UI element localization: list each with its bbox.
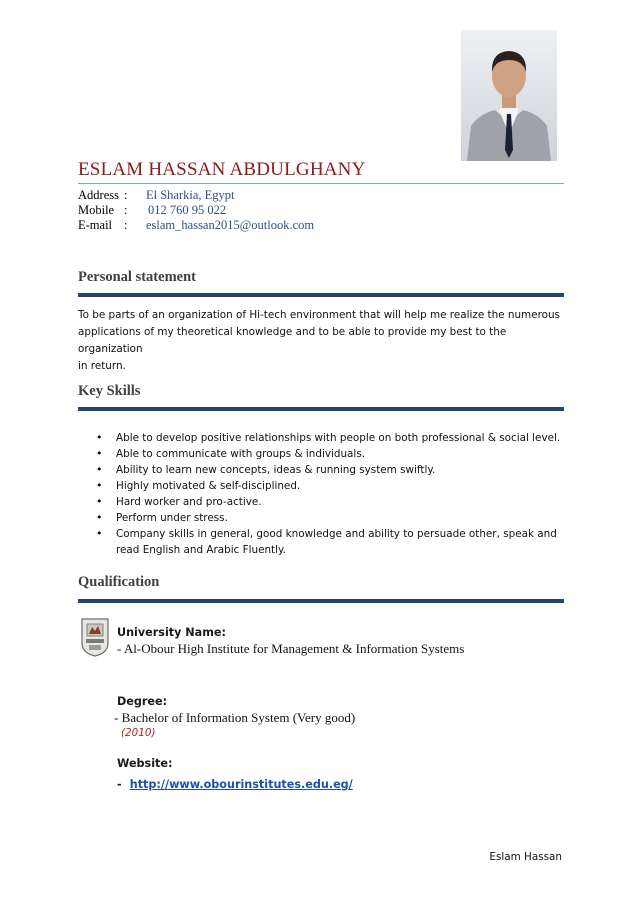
university-value: - Al-Obour High Institute for Management & Information Systems [117, 641, 465, 656]
key-skills-list [90, 430, 568, 558]
skill-item: • Highly motivated & self-disciplined. [90, 478, 568, 494]
mobile-value: 012 760 95 022 [148, 203, 227, 217]
university-label: University Name: [117, 626, 226, 639]
personal-statement-text [78, 307, 568, 375]
name-divider [78, 183, 564, 184]
email-value[interactable]: eslam_hassan2015@outlook.com [146, 218, 315, 232]
profile-photo-image [461, 30, 557, 161]
email-label: E-mail [78, 218, 113, 232]
qualification-bar [78, 599, 564, 603]
skill-item: • Company skills in general, good knowledge and ability to persuade other, speak and read English and Arabic Fluently. [90, 526, 568, 558]
mobile-colon: : [124, 203, 128, 217]
qualification-title: Qualification [78, 574, 160, 590]
skill-item: • Able to communicate with groups & individuals. [90, 446, 568, 462]
personal-statement-title: Personal statement [78, 269, 196, 285]
degree-value: - Bachelor of Information System (Very good) [114, 710, 356, 725]
profile-photo [461, 30, 557, 161]
personal-statement-bar [78, 293, 564, 297]
mobile-row [78, 203, 378, 219]
address-label: Address [78, 188, 119, 202]
key-skills-bar [78, 407, 564, 411]
skill-item: • Ability to learn new concepts, ideas & running system swiftly. [90, 462, 568, 478]
address-value: El Sharkia, Egypt [146, 188, 235, 202]
degree-year: (2010) [121, 727, 156, 739]
skill-item: • Hard worker and pro-active. [90, 494, 568, 510]
website-dash: - [117, 778, 122, 791]
website-row [117, 773, 353, 792]
statement-line: applications of my theoretical knowledge and to be able to provide my best to the organization [78, 326, 507, 355]
address-colon: : [124, 188, 128, 202]
statement-line: To be parts of an organization of Hi-tech environment that will help me realize the numerous [78, 309, 560, 321]
website-link[interactable]: http://www.obourinstitutes.edu.eg/ [129, 778, 353, 791]
email-colon: : [124, 218, 128, 232]
degree-label: Degree: [117, 695, 168, 708]
statement-line: in return. [78, 360, 126, 372]
website-label: Website: [117, 757, 173, 770]
skill-item: • Able to develop positive relationships with people on both professional & social level. [90, 430, 568, 446]
skill-item: • Perform under stress. [90, 510, 568, 526]
email-row [78, 218, 398, 234]
university-logo [80, 617, 110, 657]
university-logo-emblem [80, 617, 110, 657]
address-row [78, 188, 378, 204]
key-skills-title: Key Skills [78, 383, 141, 399]
mobile-label: Mobile [78, 203, 115, 217]
footer-author: Eslam Hassan [489, 851, 562, 863]
full-name: ESLAM HASSAN ABDULGHANY [78, 159, 366, 180]
